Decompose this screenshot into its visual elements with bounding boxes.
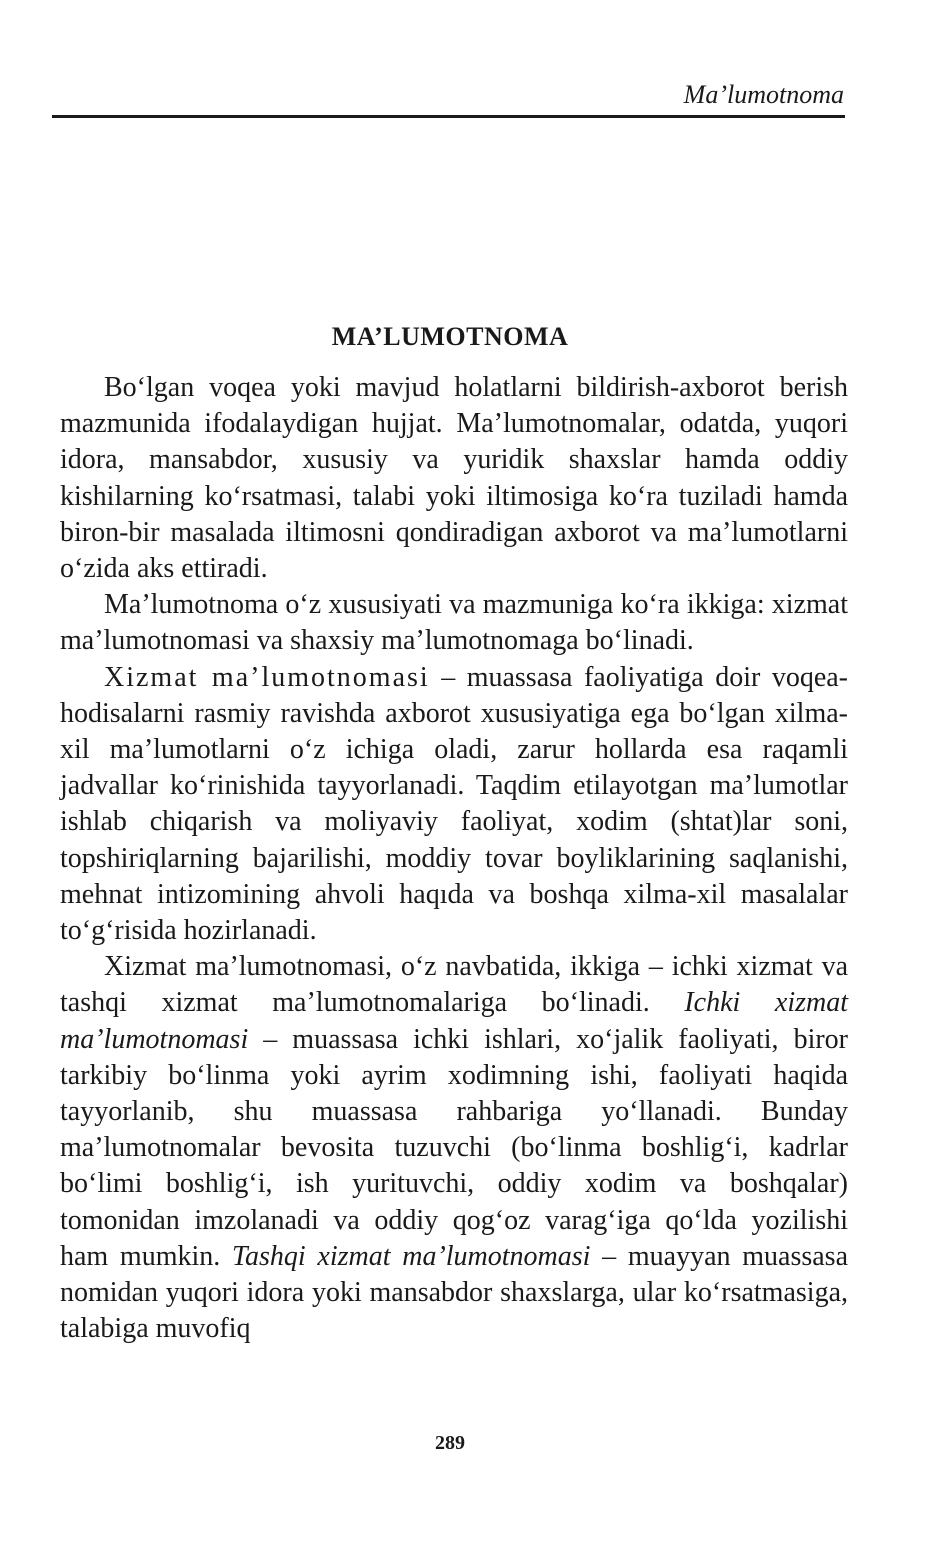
paragraph-3 bbox=[60, 660, 848, 950]
paragraph-2: Ma’lumotnoma o‘z xususiyati va mazmuniga ko‘ra ikkiga: xizmat ma’lumotnomasi va shaxsiy ma’lumotnomaga bo‘linadi. bbox=[60, 589, 848, 657]
term-xizmat: Xizmat ma’lumotnomasi bbox=[104, 661, 430, 693]
term-ichki: Ichki xizmat ma’lumotnomasi bbox=[60, 987, 848, 1055]
paragraph-1: Bo‘lgan voqea yoki mavjud holatlarni bildirish-axborot berish mazmunida ifodalaydigan hujjat. Ma’lumotnomalar, odatda, yuqori idora, mansabdor, xususiy va yuridik shaxslar hamda oddiy kishilarning ko‘rsatmasi, talabi yoki iltimosiga ko‘ra tuziladi hamda biron-bir masalada iltimosni qondiradigan axborot va ma’lumotlarni o‘zida aks ettiradi. bbox=[60, 372, 848, 585]
paragraph-4-text-2: – muassasa ichki ishlari, xo‘jalik faoliyati, biror tarkibiy bo‘linma yoki ayrim xodimning ishi, faoliyati haqida tayyorlanib, shu muassasa rahbariga yo‘llanadi. Bunday ma’lumotnomalar bevosita tuzuvchi (bo‘linma boshlig‘i, kadrlar bo‘limi boshlig‘i, ish yurituvchi, oddiy xodim va boshqalar) tomonidan imzolanadi va oddiy qog‘oz varag‘iga qo‘lda yozilishi ham mumkin. bbox=[60, 1023, 848, 1272]
paragraph-4-text-1: Xizmat ma’lumotnomasi, o‘z navbatida, ikkiga – ichki xizmat va tashqi xizmat ma’lumotnomalariga bo‘linadi. bbox=[60, 951, 848, 1019]
paragraph-4-text-3: – muayyan muassasa nomidan yuqori idora yoki mansabdor shaxslarga, ular ko‘rsatmasiga, talabiga muvofiq bbox=[60, 1240, 849, 1345]
running-header: Ma’lumotnoma bbox=[683, 80, 844, 109]
paragraph-3-text: – muassasa faoliyatiga doir voqea-hodisalarni rasmiy ravishda axborot xususiyatiga ega bo‘lgan xilma-xil ma’lumotlarni o‘z ichiga oladi, zarur hollarda esa raqamli jadvallar ko‘rinishida tayyorlanadi. Taqdim etilayotgan ma’lumotlar ishlab chiqarish va moliyaviy faoliyat, xodim (shtat)lar soni, topshiriqlarning bajarilishi, moddiy tovar boyliklarining saqlanishi, mehnat intizomining ahvoli haqıda va boshqa xilma-xil masalalar to‘g‘risida hozirlanadi. bbox=[60, 661, 848, 947]
term-tashqi: Tashqi xizmat ma’lumotnomasi bbox=[232, 1240, 591, 1272]
header-rule bbox=[52, 115, 845, 118]
body-text bbox=[60, 370, 848, 1347]
paragraph-4 bbox=[60, 949, 848, 1347]
section-title: MA’LUMOTNOMA bbox=[331, 322, 569, 351]
page-number: 289 bbox=[435, 1432, 465, 1454]
